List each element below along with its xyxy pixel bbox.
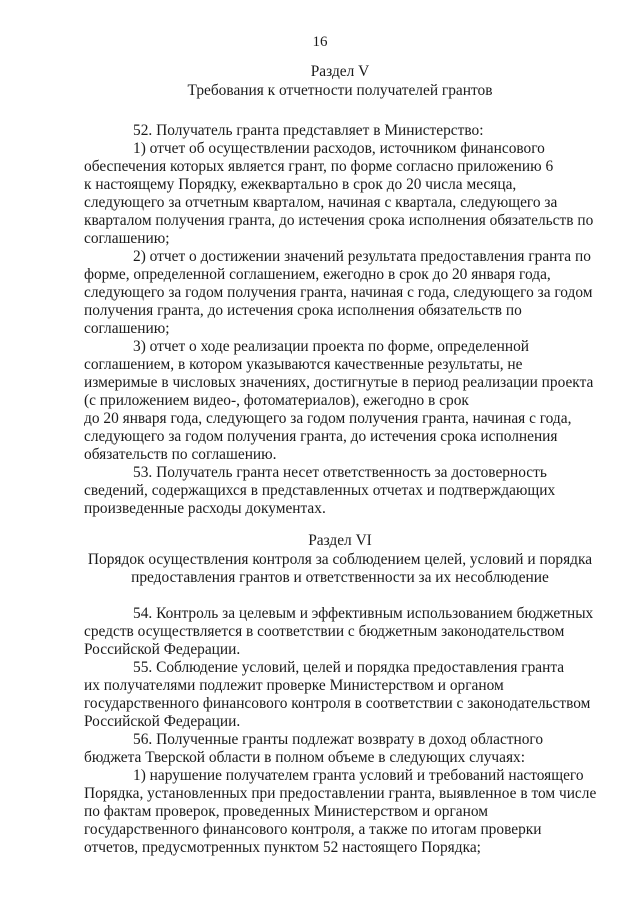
paragraph-54-line: средств осуществляется в соответствии с бюджетным законодательством [84,623,565,640]
paragraph-52-2-line: 2) отчет о достижении значений результата предоставления гранта по [133,248,591,265]
paragraph-52-3-line: соглашением, в котором указываются качественные результаты, не [84,356,523,373]
paragraph-55-line: Российской Федерации. [84,713,241,730]
paragraph-56-1-line: Порядка, установленных при предоставлении гранта, выявленное в том числе [84,785,597,802]
paragraph-52-1-line: соглашению; [84,230,170,247]
paragraph-55-line: 55. Соблюдение условий, целей и порядка предоставления гранта [133,659,565,676]
paragraph-52-1-line: к настоящему Порядку, ежеквартально в срок до 20 числа месяца, [84,176,517,193]
paragraph-53-line: сведений, содержащихся в представленных отчетах и подтверждающих [84,482,556,499]
paragraph-52-2-line: форме, определенной соглашением, ежегодно в срок до 20 января года, [84,266,551,283]
paragraph-52-2-line: следующего за годом получения гранта, начиная с года, следующего за годом [84,284,593,301]
paragraph-56-line: 56. Полученные гранты подлежат возврату в доход областного [133,731,544,748]
paragraph-55-line: государственного финансового контроля в соответствии с законодательством [84,695,591,712]
paragraph-56-1-line: государственного финансового контроля, а также по итогам проверки [84,821,542,838]
paragraph-52-line: 52. Получатель гранта представляет в Министерство: [133,122,484,139]
paragraph-53-line: 53. Получатель гранта несет ответственность за достоверность [133,464,547,481]
paragraph-52-2-line: получения гранта, до истечения срока исполнения обязательств по [84,302,522,319]
page-number: 16 [312,34,328,50]
paragraph-52-1-line: обеспечения которых является грант, по форме согласно приложению 6 [84,158,554,175]
paragraph-56-1-line: по фактам проверок, проведенных Министерством и органом [84,803,489,820]
paragraph-54-line: 54. Контроль за целевым и эффективным использованием бюджетных [133,605,594,622]
paragraph-56-1-line: 1) нарушение получателем гранта условий и требований настоящего [133,767,584,784]
paragraph-56-line: бюджета Тверской области в полном объеме в следующих случаях: [84,749,526,766]
paragraph-52-3-line: обязательств по соглашению. [84,446,277,463]
section-6-subtitle-line: предоставления грантов и ответственности за их несоблюдение [131,569,549,586]
paragraph-53-line: произведенные расходы документах. [84,500,326,517]
paragraph-52-3-line: следующего за годом получения гранта, до истечения срока исполнения [84,428,558,445]
paragraph-52-1-line: 1) отчет об осуществлении расходов, источником финансового [133,140,545,157]
paragraph-52-1-line: кварталом получения гранта, до истечения срока исполнения обязательств по [84,212,594,229]
paragraph-54-line: Российской Федерации. [84,641,241,658]
paragraph-56-1-line: отчетов, предусмотренных пунктом 52 настоящего Порядка; [84,839,481,856]
paragraph-52-3-line: до 20 января года, следующего за годом получения гранта, начиная с года, [84,410,572,427]
section-6-subtitle-line: Порядок осуществления контроля за соблюдением целей, условий и порядка [87,551,593,568]
paragraph-52-3-line: (с приложением видео-, фотоматериалов), ежегодно в срок [84,392,469,409]
section-5-subtitle: Требования к отчетности получателей грантов [187,82,493,99]
paragraph-52-2-line: соглашению; [84,320,170,337]
paragraph-52-1-line: следующего за отчетным кварталом, начиная с квартала, следующего за [84,194,558,211]
section-5-title: Раздел V [310,63,370,80]
paragraph-55-line: их получателями подлежит проверке Министерством и органом [84,677,504,694]
paragraph-52-3-line: измеримые в числовых значениях, достигнутые в период реализации проекта [84,374,594,391]
section-6-title: Раздел VI [308,532,372,549]
paragraph-52-3-line: 3) отчет о ходе реализации проекта по форме, определенной [133,338,530,355]
